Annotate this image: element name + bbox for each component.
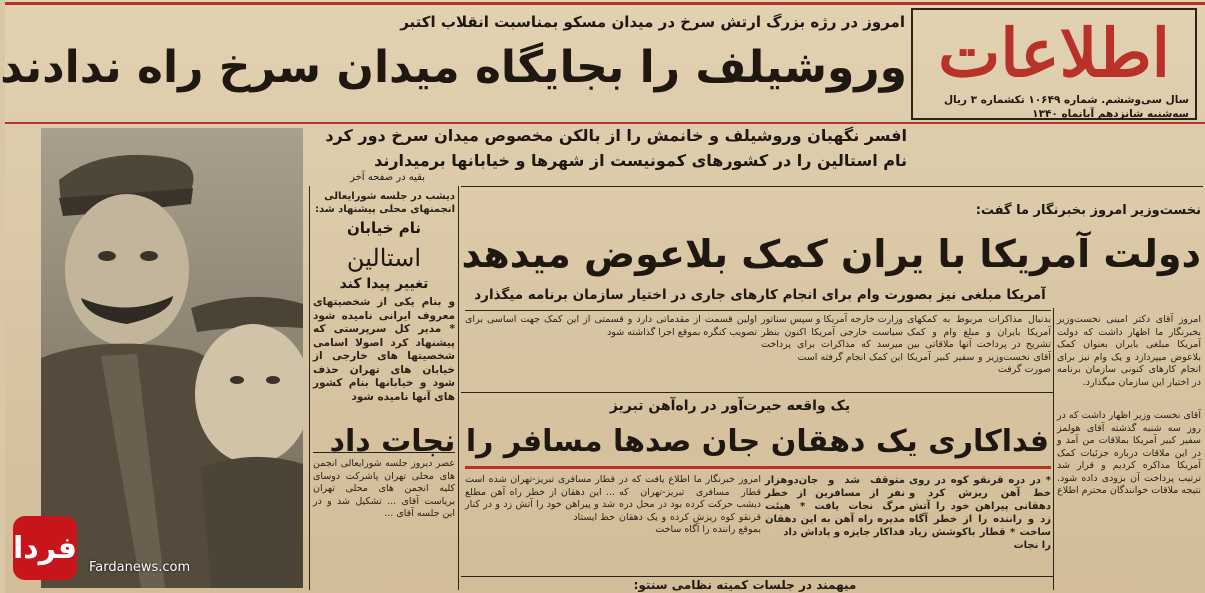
aid-subhead: آمریکا مبلغی نیز بصورت وام برای انجام کارهای جاری در اختیار سازمان برنامه میگذارد (474, 287, 1046, 303)
right-column-divider (1053, 308, 1054, 590)
aid-headline: دولت آمریکا با یران کمک بلاعوض میدهد (461, 232, 1201, 276)
lead-kicker: امروز در رژه بزرگ ارتش سرخ در میدان مسکو بمناسبت انقلاب اکتبر (400, 13, 905, 31)
lead-jump-note: بقیه در صفحه آخر (350, 172, 425, 183)
masthead-date-line: سه‌شنبه شانزدهم آبانماه ۱۳۴۰ (1032, 108, 1189, 120)
aid-right-column: آقای نخست وزیر اظهار داشت که در روز سه شنبه گذشته آقای هولمز سفیر کبیر آمریکا بملاقات من آمد و در این ملاقات درباره جزئیات کمک آمریکا مذاکره کردیم و قرار شد ترتیب پرداخت آن بزودی داده شود. نتیجه ملاقات خوانندگان محترم اطلاع (1057, 410, 1201, 496)
stalin-story-title-3: تغییر پیدا کند (339, 276, 429, 292)
aid-column-4: اولین قسمت از مقدماتی دارد و قسمتی از این کمک جهت اساسی برای تصویب کنگره بموقع اجرا گذاشته شود (465, 314, 757, 338)
bottom-headline: میهمند در جلسات کمیته نظامی سنتو: (633, 578, 857, 592)
top-red-border (5, 2, 1205, 5)
stalin-street-story (313, 190, 455, 590)
lead-headline: وروشیلف را بجایگاه میدان سرخ راه ندادند (0, 42, 907, 93)
rail-column-4: قطار مسافری تبریز-تهران شده است ... این دهقان از خطر راه آهن مطلع شد و پیراهن خود را آتش زد و در کنار خط ایستاد (465, 474, 615, 523)
aid-kicker: نخست‌وزیر امروز بخبرنگار ما گفت: (975, 203, 1201, 218)
photo-column-divider (309, 186, 310, 590)
aid-column-3: وزارت خارجه آمریکا و سپس سناتور سیاست خارجی آمریکا اکنون بنظر میرسد که مذاکرات برای پرداخت این کمک انجام گرفته است (761, 314, 903, 363)
masthead-red-rule (5, 122, 1205, 124)
fardanews-logo: فردا (13, 516, 77, 580)
masthead-box (911, 8, 1197, 120)
masthead-name: اطلاعات (938, 14, 1170, 92)
aid-column-1: امروز آقای دکتر امینی نخست‌وزیر بخبرنگار ما اظهار داشت که دولت آمریکا مبلغی بایران بعنوان کمک بلاعوض میپردازد و یک وام نیز برای انجام کارهای کنونی سازمان برنامه در اختیار این سازمان میگذارد. (1057, 314, 1201, 388)
rail-column-1: * در دره قرنقو کوه در روی خط آهن ریزش کرد و دهقانی پیراهن خود را آتش زد و راننده را از خطر آگاه ساخت * قطار باکوشش زیاد را نجات (909, 475, 1051, 551)
rail-column-2: متوقف شد و جان‌دوهزار نفر از مسافرین از خطر مرگ نجات یافت * هیئت مدیره راه آهن به این دهقان فداکار جایزه و پاداش داد (765, 475, 905, 538)
bottom-rule (461, 576, 1053, 577)
rail-top-rule (461, 392, 1053, 393)
stalin-photo (41, 128, 303, 588)
rail-kicker: یک واقعه حیرت‌آور در راه‌آهن تبریز (609, 398, 851, 414)
stalin-story-body-2: عصر دیروز جلسه شورایعالی انجمن های محلی تهران پاشرکت دوسای کلیه انجمن های محلی تهران بریاست آقای ... تشکیل شد و در این جلسه آقای ... (313, 458, 455, 519)
rail-red-rule (465, 466, 1051, 469)
lead-subhead-1: افسر نگهبان وروشیلف و خانمش را از بالکن مخصوص میدان سرخ دور کرد (325, 126, 907, 145)
rail-headline: فداکاری یک دهقان جان صدها مسافر را نجات داد (329, 424, 1049, 459)
aid-top-rule (461, 186, 1203, 187)
rail-column-3: امروز خبرنگار ما اطلاع یافت که در قطار مسافری تبریز-تهران که دیشب حرکت کرده بود در محل دره قرنقو کوه ریزش کرده و یک دهقان بموقع راننده را آگاه ساخت (619, 474, 761, 535)
aid-column-2: بدنبال مذاکرات مربوط به کمکهای آمریکا بایران و مبلغ وام و کمک تشریح در پرداخت آنها ملاقاتی بین آقای نخست‌وزیر و سفیر کبیر آمریکا صورت گرفت (907, 314, 1051, 375)
stalin-story-body: و بنام یکی از شخصیتهای معروف ایرانی نامیده شود * مدیر کل سرپرستی که پیشنهاد کرد اصولا اسامی شخصیتها های خارجی از خیابان های تهران حذف شود و خیابانها بنام کشور های آنها نامیده شود (313, 296, 455, 403)
stalin-story-intro: دیشب در جلسه شورایعالی انجمنهای محلی پیشنهاد شد: (315, 191, 455, 215)
stalin-photo-image (41, 128, 303, 588)
masthead-issue-line: سال سی‌وششم. شماره ۱۰۶۴۹ تکشماره ۳ ریال (943, 94, 1189, 106)
fardanews-site-label: Fardanews.com (89, 560, 191, 575)
stalin-story-title-2: استالین (346, 244, 422, 272)
stalin-story-title-1: نام خیابان (346, 219, 422, 237)
aid-sub-rule (465, 310, 1051, 311)
stalin-column-divider (458, 186, 459, 590)
lead-subhead-2: نام استالین را در کشورهای کمونیست از شهرها و خیابانها برمیدارند (374, 151, 907, 170)
